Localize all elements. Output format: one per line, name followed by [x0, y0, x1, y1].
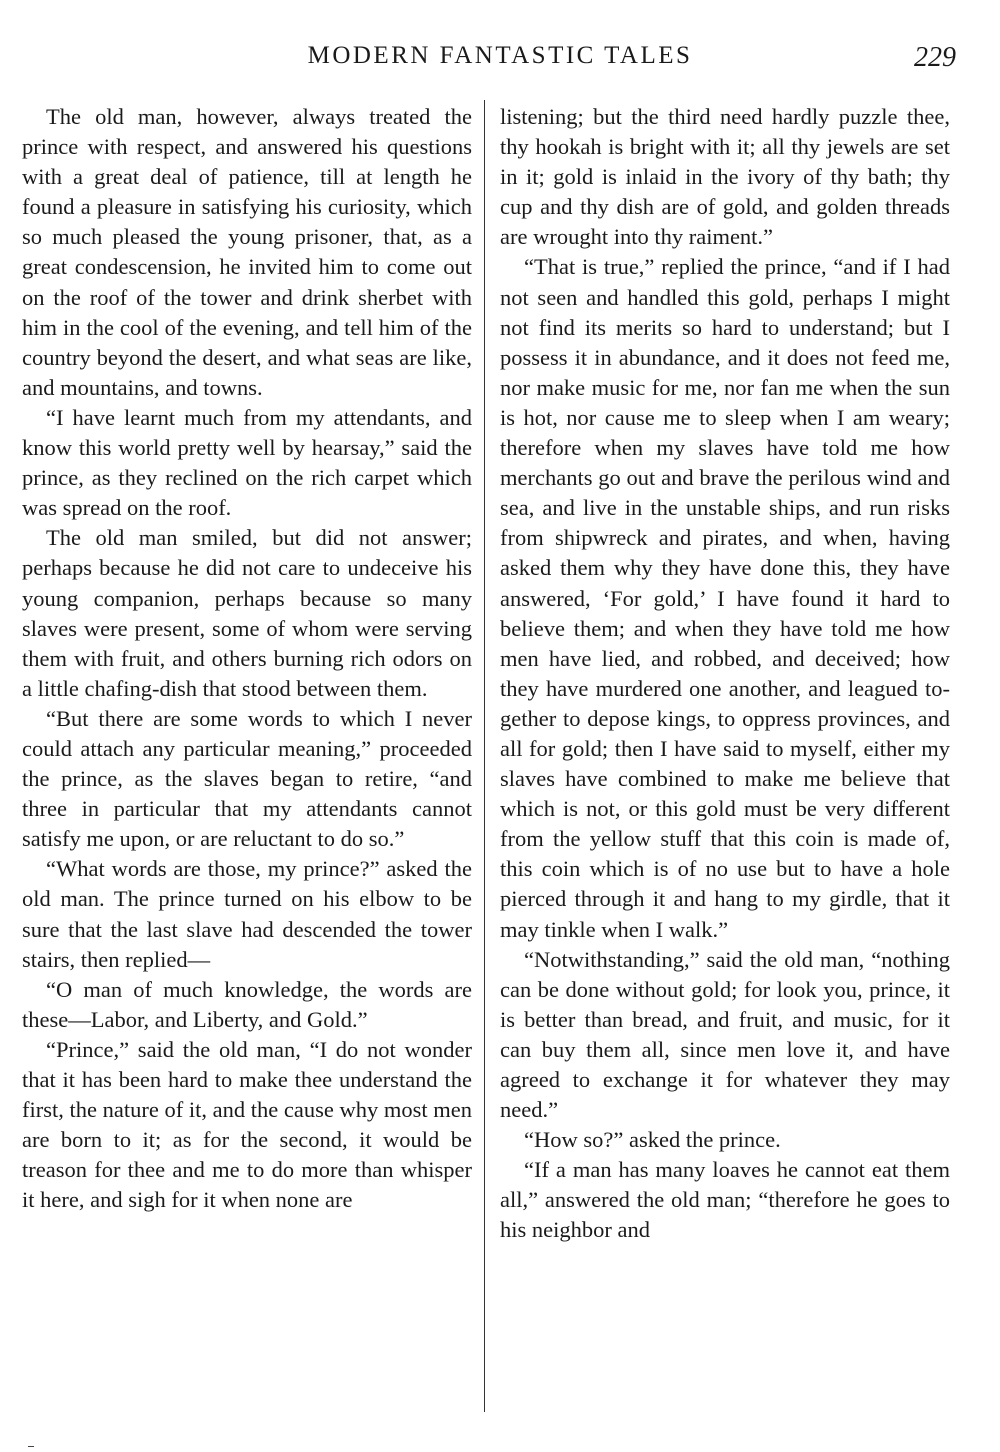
paragraph: “If a man has many loaves he cannot eat them all,” answered the old man; “therefore he goes to his neighbor and	[500, 1157, 950, 1243]
page-number: 229	[914, 42, 956, 73]
right-column	[500, 102, 950, 1246]
paragraph: “I have learnt much from my attendants, and know this world pretty well by hearsay,” said the prince, as they reclined on the rich carpet which was spread on the roof.	[22, 404, 472, 521]
paragraph: “But there are some words to which I never could attach any particular meaning,” proceeded the prince, as the slaves began to retire, “and three in particular that my attendants cannot satisfy me upon, or are reluctant to do so.”	[22, 705, 472, 852]
left-column	[22, 102, 472, 1215]
running-title: MODERN FANTASTIC TALES	[307, 42, 693, 69]
paragraph: “O man of much knowledge, the words are these—Labor, and Liberty, and Gold.”	[22, 976, 472, 1032]
paragraph-continuation: listening; but the third need hardly puzzle thee, thy hookah is bright with it; all thy jewels are set in it; gold is inlaid in the ivory of thy bath; thy cup and thy dish are of gold, and golden threads are wrought into thy raiment.”	[500, 104, 950, 250]
paragraph: “How so?” asked the prince.	[524, 1127, 781, 1153]
paragraph: “That is true,” replied the prince, “and if I had not seen and handled this gold, perhaps I might not find its merits so hard to understand; but I possess it in abundance, and it does not feed me, nor make music for me, nor fan me when the sun is hot, nor cause me to sleep when I am weary; therefore when my slaves have told me how merchants go out and brave the perilous wind and sea, and live in the unstable ships, and run risks from shipwreck and pirates, and when, having asked them why they have done this, they have answered, ‘For gold,’ I have found it hard to believe them; and when they have told me how men have lied, and robbed, and deceived; how they have murdered one another, and leagued together to depose kings, to oppress provinces, and all for gold; then I have said to myself, either my slaves have combined to make me believe that which is not, or this gold must be very different from the yellow stuff that this coin is made of, this coin which is of no use but to have a hole pierced through it and hang to my girdle, that it may tinkle when I walk.”	[500, 254, 950, 942]
column-divider	[484, 100, 485, 1412]
paragraph: The old man smiled, but did not answer; perhaps because he did not care to undeceive his young companion, perhaps because so many slaves were present, some of whom were serving them with fruit, and others burning rich odors on a little chafing-dish that stood between them.	[22, 525, 472, 701]
paragraph: “Notwithstanding,” said the old man, “nothing can be done without gold; for look you, prince, it is better than bread, and fruit, and music, for it can buy them all, since men love it, and have agreed to exchange it for whatever they may need.”	[500, 946, 950, 1123]
paragraph: The old man, however, always treated the prince with respect, and answered his questions with a great deal of patience, till at length he found a pleasure in satisfying his curiosity, which so much pleased the young prisoner, that, as a great condescension, he invited him to come out on the roof of the tower and drink sherbet with him in the cool of the evening, and tell him of the country beyond the desert, and what seas are like, and mountains, and towns.	[22, 104, 472, 400]
print-mark	[28, 1446, 34, 1447]
paragraph: “What words are those, my prince?” asked the old man. The prince turned on his elbow to be sure that the last slave had descended the tower stairs, then replied—	[22, 856, 472, 972]
running-head	[0, 42, 1000, 82]
paragraph: “Prince,” said the old man, “I do not wonder that it has been hard to make thee understand the first, the nature of it, and the cause why most men are born to it; as for the second, it would be treason for thee and me to do more than whisper it here, and sigh for it when none are	[22, 1036, 472, 1213]
